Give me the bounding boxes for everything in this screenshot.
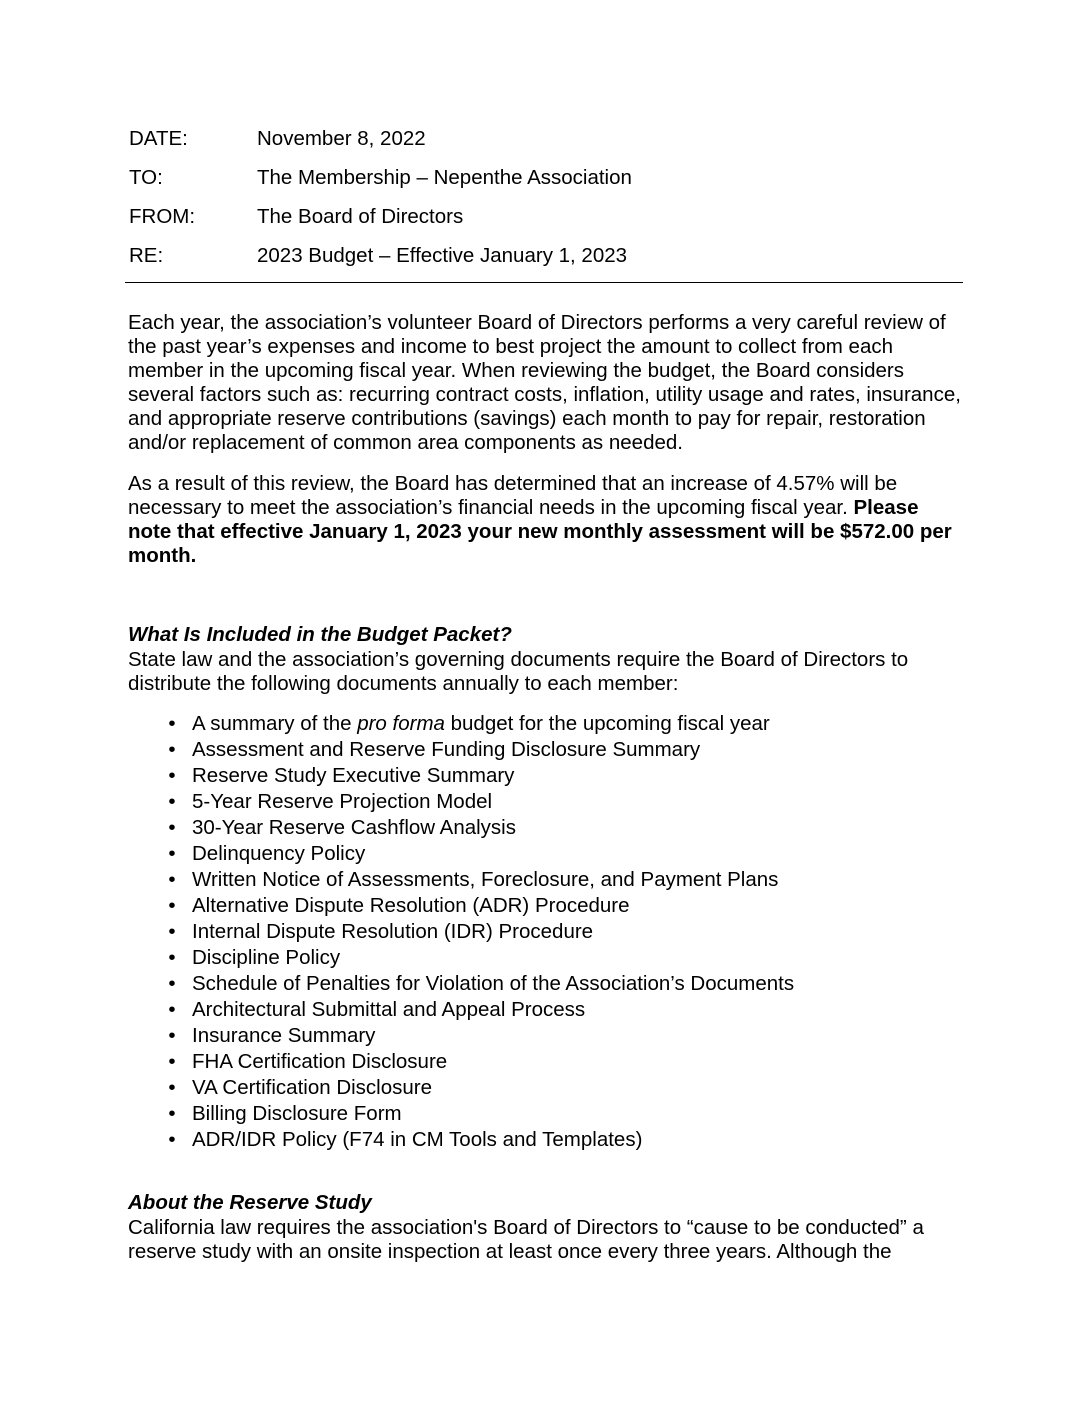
list-item: [128, 1128, 964, 1154]
memo-re-label: RE:: [129, 244, 164, 267]
memo-from-label: FROM:: [129, 205, 196, 228]
list-item: [128, 1050, 964, 1076]
intro-paragraph: Each year, the association’s volunteer Board of Directors performs a very careful review of the past year’s expenses and income to best project the amount to collect from each member in the upcoming fiscal year. When reviewing the budget, the Board considers several factors such as: recurring contract costs, inflation, utility usage and rates, insurance, and appropriate reserve contributions (savings) each month to pay for repair, restoration and/or replacement of common area components as needed.: [128, 311, 961, 454]
list-item: [128, 1024, 964, 1050]
list-item: [128, 946, 964, 972]
list-item: [128, 712, 964, 738]
bullet-icon: •: [168, 712, 176, 735]
assessment-notice: Please note that effective January 1, 2023 your new monthly assessment will be $572.00 per month.: [128, 496, 952, 567]
list-item-text: VA Certification Disclosure: [192, 1076, 433, 1099]
bullet-icon: •: [168, 972, 176, 995]
bullet-icon: •: [168, 868, 176, 891]
list-item-text: Reserve Study Executive Summary: [192, 764, 515, 787]
list-item-text: Billing Disclosure Form: [192, 1102, 402, 1125]
increase-text: As a result of this review, the Board has determined that an increase of 4.57% will be necessary to meet the association’s financial needs in the upcoming fiscal year.: [128, 472, 898, 519]
bullet-icon: •: [168, 1128, 176, 1151]
list-item: [128, 790, 964, 816]
reserve-study-heading: About the Reserve Study: [128, 1191, 372, 1214]
bullet-icon: •: [168, 738, 176, 761]
memo-date-value: November 8, 2022: [257, 127, 426, 150]
bullet-icon: •: [168, 894, 176, 917]
list-item-text: Internal Dispute Resolution (IDR) Procedure: [192, 920, 594, 943]
memo-to-label: TO:: [129, 166, 163, 189]
list-item-text: FHA Certification Disclosure: [192, 1050, 448, 1073]
list-item-text-before: A summary of the: [192, 712, 358, 735]
list-item: [128, 868, 964, 894]
memo-re-value: 2023 Budget – Effective January 1, 2023: [257, 244, 628, 267]
list-item-text: Architectural Submittal and Appeal Process: [192, 998, 586, 1021]
list-item: [128, 894, 964, 920]
bullet-icon: •: [168, 920, 176, 943]
memo-to-row: [129, 166, 969, 205]
list-item: [128, 738, 964, 764]
reserve-study-paragraph: California law requires the association's Board of Directors to “cause to be conducted” a reserve study with an onsite inspection at least once every three years. Although the: [128, 1216, 924, 1263]
list-item-text: Discipline Policy: [192, 946, 341, 969]
list-item: [128, 842, 964, 868]
bullet-icon: •: [168, 946, 176, 969]
memo-to-value: The Membership – Nepenthe Association: [257, 166, 632, 189]
list-item: [128, 972, 964, 998]
increase-paragraph: [128, 472, 964, 568]
list-item-text: Insurance Summary: [192, 1024, 376, 1047]
bullet-icon: •: [168, 790, 176, 813]
memo-date-row: [129, 127, 969, 166]
bullet-icon: •: [168, 1050, 176, 1073]
list-item: [128, 1102, 964, 1128]
memo-date-label: DATE:: [129, 127, 188, 150]
bullet-icon: •: [168, 816, 176, 839]
bullet-icon: •: [168, 1024, 176, 1047]
memo-header: [129, 127, 969, 283]
list-item-text: 30-Year Reserve Cashflow Analysis: [192, 816, 516, 839]
budget-packet-heading: What Is Included in the Budget Packet?: [128, 623, 512, 646]
bullet-icon: •: [168, 1076, 176, 1099]
list-item-text-after: budget for the upcoming fiscal year: [444, 712, 770, 735]
bullet-icon: •: [168, 764, 176, 787]
list-item-text: Written Notice of Assessments, Foreclosure, and Payment Plans: [192, 868, 779, 891]
list-item-text: Alternative Dispute Resolution (ADR) Procedure: [192, 894, 630, 917]
budget-packet-intro: State law and the association’s governing documents require the Board of Directors to distribute the following documents annually to each member:: [128, 648, 909, 695]
list-item-text: Assessment and Reserve Funding Disclosure Summary: [192, 738, 701, 761]
list-item-text: Schedule of Penalties for Violation of the Association’s Documents: [192, 972, 795, 995]
list-item: [128, 920, 964, 946]
bullet-icon: •: [168, 842, 176, 865]
memo-from-value: The Board of Directors: [257, 205, 464, 228]
budget-packet-list: [128, 712, 964, 1154]
list-item: [128, 998, 964, 1024]
list-item-text: Delinquency Policy: [192, 842, 366, 865]
bullet-icon: •: [168, 998, 176, 1021]
list-item: [128, 764, 964, 790]
list-item: [128, 816, 964, 842]
header-divider: [125, 282, 963, 283]
list-item-text-italic: pro forma: [357, 712, 445, 735]
list-item-text: ADR/IDR Policy (F74 in CM Tools and Templates): [192, 1128, 643, 1151]
memo-from-row: [129, 205, 969, 244]
list-item-text: [192, 712, 770, 735]
bullet-icon: •: [168, 1102, 176, 1125]
list-item: [128, 1076, 964, 1102]
memo-re-row: [129, 244, 969, 283]
list-item-text: 5-Year Reserve Projection Model: [192, 790, 493, 813]
